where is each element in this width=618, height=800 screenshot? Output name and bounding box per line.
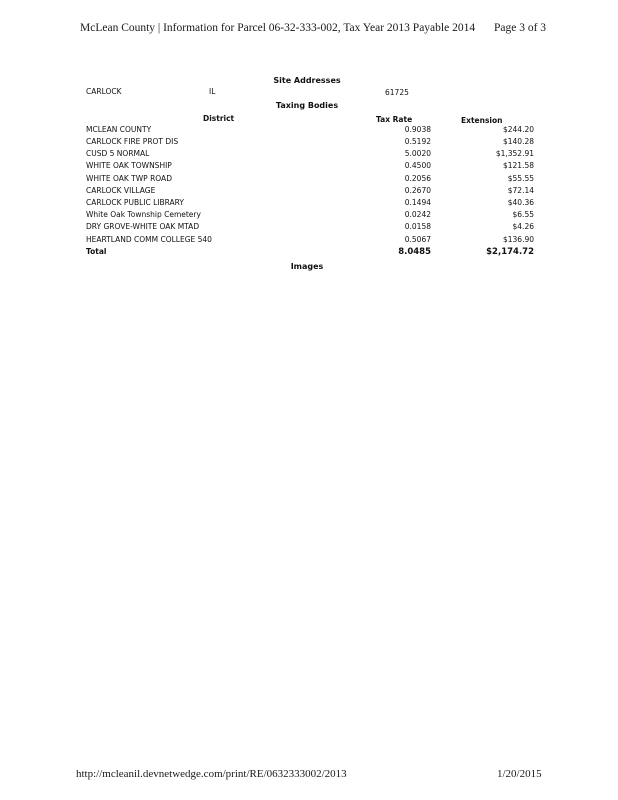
total-row: [0, 247, 618, 259]
tax-rate: 0.0158: [404, 222, 431, 231]
page-header-title: McLean County | Information for Parcel 06-32-333-002, Tax Year 2013 Payable 2014: [80, 22, 476, 34]
table-row: [0, 235, 618, 247]
tax-rate: 5.0020: [404, 149, 431, 158]
extension-amount: $72.14: [507, 186, 534, 195]
column-header-tax-rate: Tax Rate: [376, 115, 413, 124]
site-address-city: CARLOCK: [86, 87, 122, 96]
table-row: [0, 149, 618, 161]
page-number: Page 3 of 3: [494, 22, 547, 34]
district-name: CARLOCK VILLAGE: [86, 186, 156, 195]
extension-amount: $136.90: [502, 235, 534, 244]
table-row: [0, 186, 618, 198]
table-row: [0, 161, 618, 173]
district-name: CUSD 5 NORMAL: [86, 149, 150, 158]
tax-rate: 0.5192: [404, 137, 431, 146]
extension-amount: $40.36: [507, 198, 534, 207]
total-extension: $2,174.72: [486, 247, 534, 257]
district-name: WHITE OAK TOWNSHIP: [86, 161, 172, 170]
total-label: Total: [86, 247, 107, 256]
total-tax-rate: 8.0485: [398, 247, 431, 257]
district-name: HEARTLAND COMM COLLEGE 540: [86, 235, 212, 244]
table-row: [0, 125, 618, 137]
taxing-bodies-heading: Taxing Bodies: [275, 101, 339, 110]
extension-amount: $140.28: [502, 137, 534, 146]
footer-url: http://mcleanil.devnetwedge.com/print/RE/0632333002/2013: [76, 768, 347, 780]
site-address-state: IL: [209, 87, 216, 96]
table-row: [0, 210, 618, 222]
extension-amount: $4.26: [512, 222, 534, 231]
table-row: [0, 174, 618, 186]
extension-amount: $6.55: [512, 210, 534, 219]
extension-amount: $55.55: [507, 174, 534, 183]
tax-rate: 0.2056: [404, 174, 431, 183]
district-name: MCLEAN COUNTY: [86, 125, 152, 134]
tax-rate: 0.5067: [404, 235, 431, 244]
site-addresses-heading: Site Addresses: [273, 76, 341, 85]
district-name: CARLOCK PUBLIC LIBRARY: [86, 198, 184, 207]
footer-date: 1/20/2015: [497, 768, 542, 780]
column-header-district: District: [203, 114, 235, 123]
extension-amount: $1,352.91: [495, 149, 534, 158]
site-address-zip: 61725: [385, 88, 409, 97]
extension-amount: $121.58: [502, 161, 534, 170]
district-name: WHITE OAK TWP ROAD: [86, 174, 172, 183]
tax-rate: 0.2670: [404, 186, 431, 195]
extension-amount: $244.20: [502, 125, 534, 134]
tax-rate: 0.1494: [404, 198, 431, 207]
tax-rate: 0.0242: [404, 210, 431, 219]
district-name: CARLOCK FIRE PROT DIS: [86, 137, 179, 146]
table-row: [0, 222, 618, 234]
district-name: DRY GROVE-WHITE OAK MTAD: [86, 222, 200, 231]
column-header-extension: Extension: [461, 116, 503, 125]
tax-rate: 0.9038: [404, 125, 431, 134]
district-name: White Oak Township Cemetery: [86, 210, 201, 219]
table-row: [0, 198, 618, 210]
images-heading: Images: [290, 262, 324, 271]
tax-rate: 0.4500: [404, 161, 431, 170]
table-row: [0, 137, 618, 149]
